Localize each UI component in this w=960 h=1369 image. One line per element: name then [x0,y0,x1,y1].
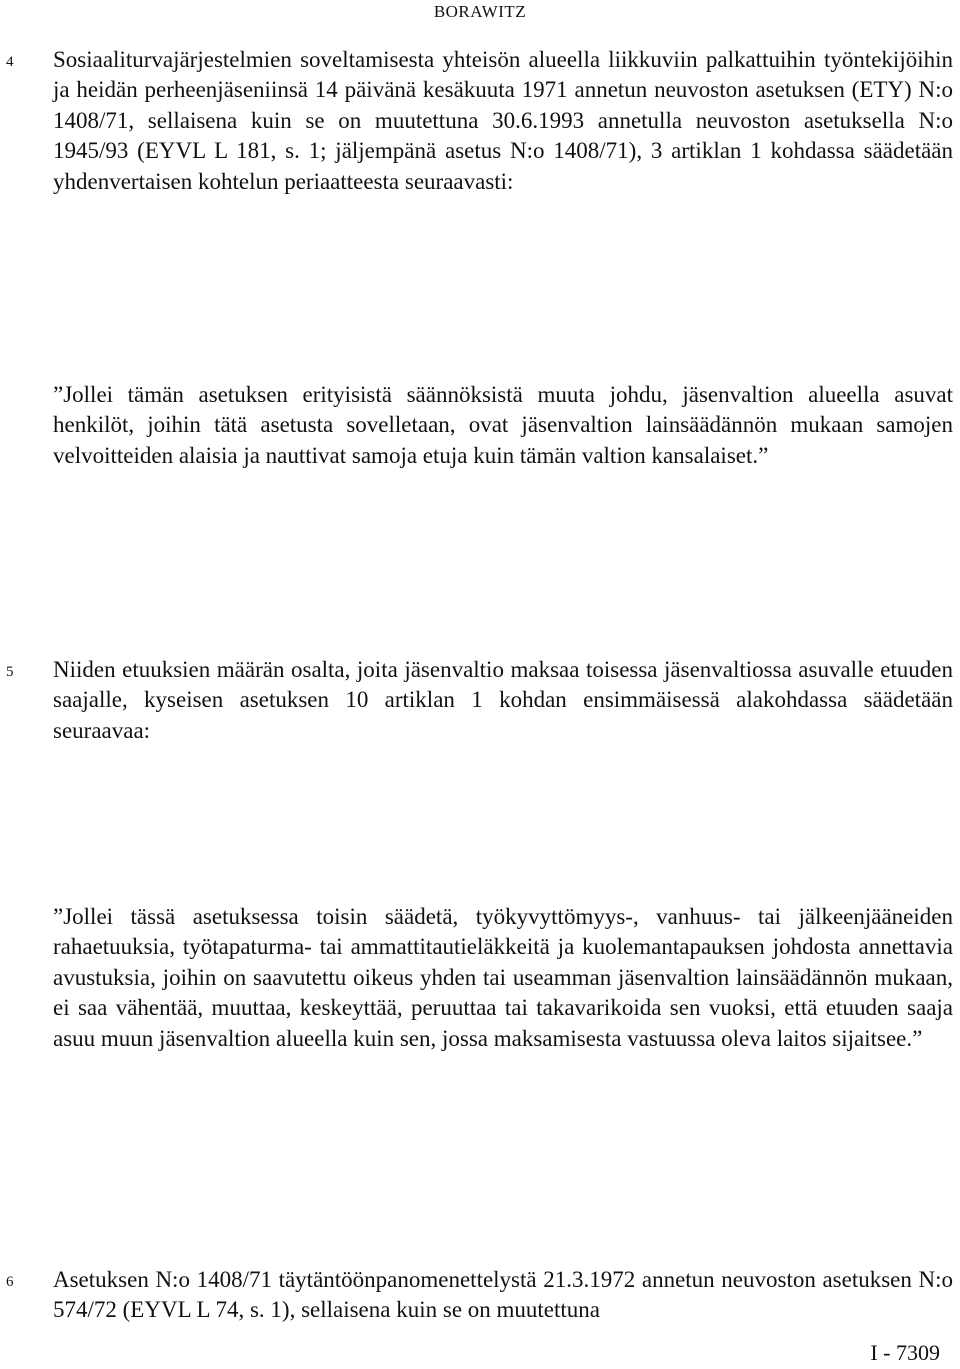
note-5-quote: ”Jollei tässä asetuksessa toisin säädetä, työkyvyttömyys-, vanhuus- tai jälkeenjääneiden rahaetuuksia, työtapaturma- tai ammattitautieläkkeitä ja kuolemantapauksen johdosta annettavia avustuksia, joihin on saavutettu oikeus yhden tai useamman jäsenvaltion lainsäädännön mukaan, ei saa vähentää, muuttaa, keskeyttää, peruuttaa tai takavarikoida sen vuoksi, että etuuden saaja asuu muun jäsenvaltion alueella kuin sen, jossa maksamisesta vastuussa oleva laitos sijaitsee.” [53,904,953,1051]
note-6-text: Asetuksen N:o 1408/71 täytäntöönpanomenettelystä 21.3.1972 annetun neuvoston asetuksen N:o 574/72 (EYVL L 74, s. 1), sellaisena kuin se on muutettuna [53,1267,953,1323]
note-number-4: 4 [6,54,14,70]
note-number-5: 5 [6,664,14,680]
page-code: I - 7309 [870,1340,940,1365]
running-header: BORAWITZ [433,2,527,21]
note-5-text: Niiden etuuksien määrän osalta, joita jäsenvaltio maksaa toisessa jäsenvaltiossa asuvalle etuuden saajalle, kyseisen asetuksen 10 artiklan 1 kohdan ensimmäisessä alakohdassa säädetään seuraavaa: [53,657,953,743]
note-4-quote: ”Jollei tämän asetuksen erityisistä säännöksistä muuta johdu, jäsenvaltion alueella asuvat henkilöt, joihin tätä asetusta sovelletaan, ovat jäsenvaltion lainsäädännön mukaan samojen velvoitteiden alaisia ja nauttivat samoja etuja kuin tämän valtion kansalaiset.” [53,382,953,468]
note-number-6: 6 [6,1274,14,1290]
note-4-text: Sosiaaliturvajärjestelmien soveltamisesta yhteisön alueella liikkuviin palkattuihin työntekijöihin ja heidän perheenjäseniinsä 14 päivänä kesäkuuta 1971 annetun neuvoston asetuksen (ETY) N:o 1408/71, sellaisena kuin se on muutettuna 30.6.1993 annetulla neuvoston asetuksella N:o 1945/93 (EYVL L 181, s. 1; jäljempänä asetus N:o 1408/71), 3 artiklan 1 kohdassa säädetään yhdenvertaisen kohtelun periaatteesta seuraavasti: [53,47,953,194]
